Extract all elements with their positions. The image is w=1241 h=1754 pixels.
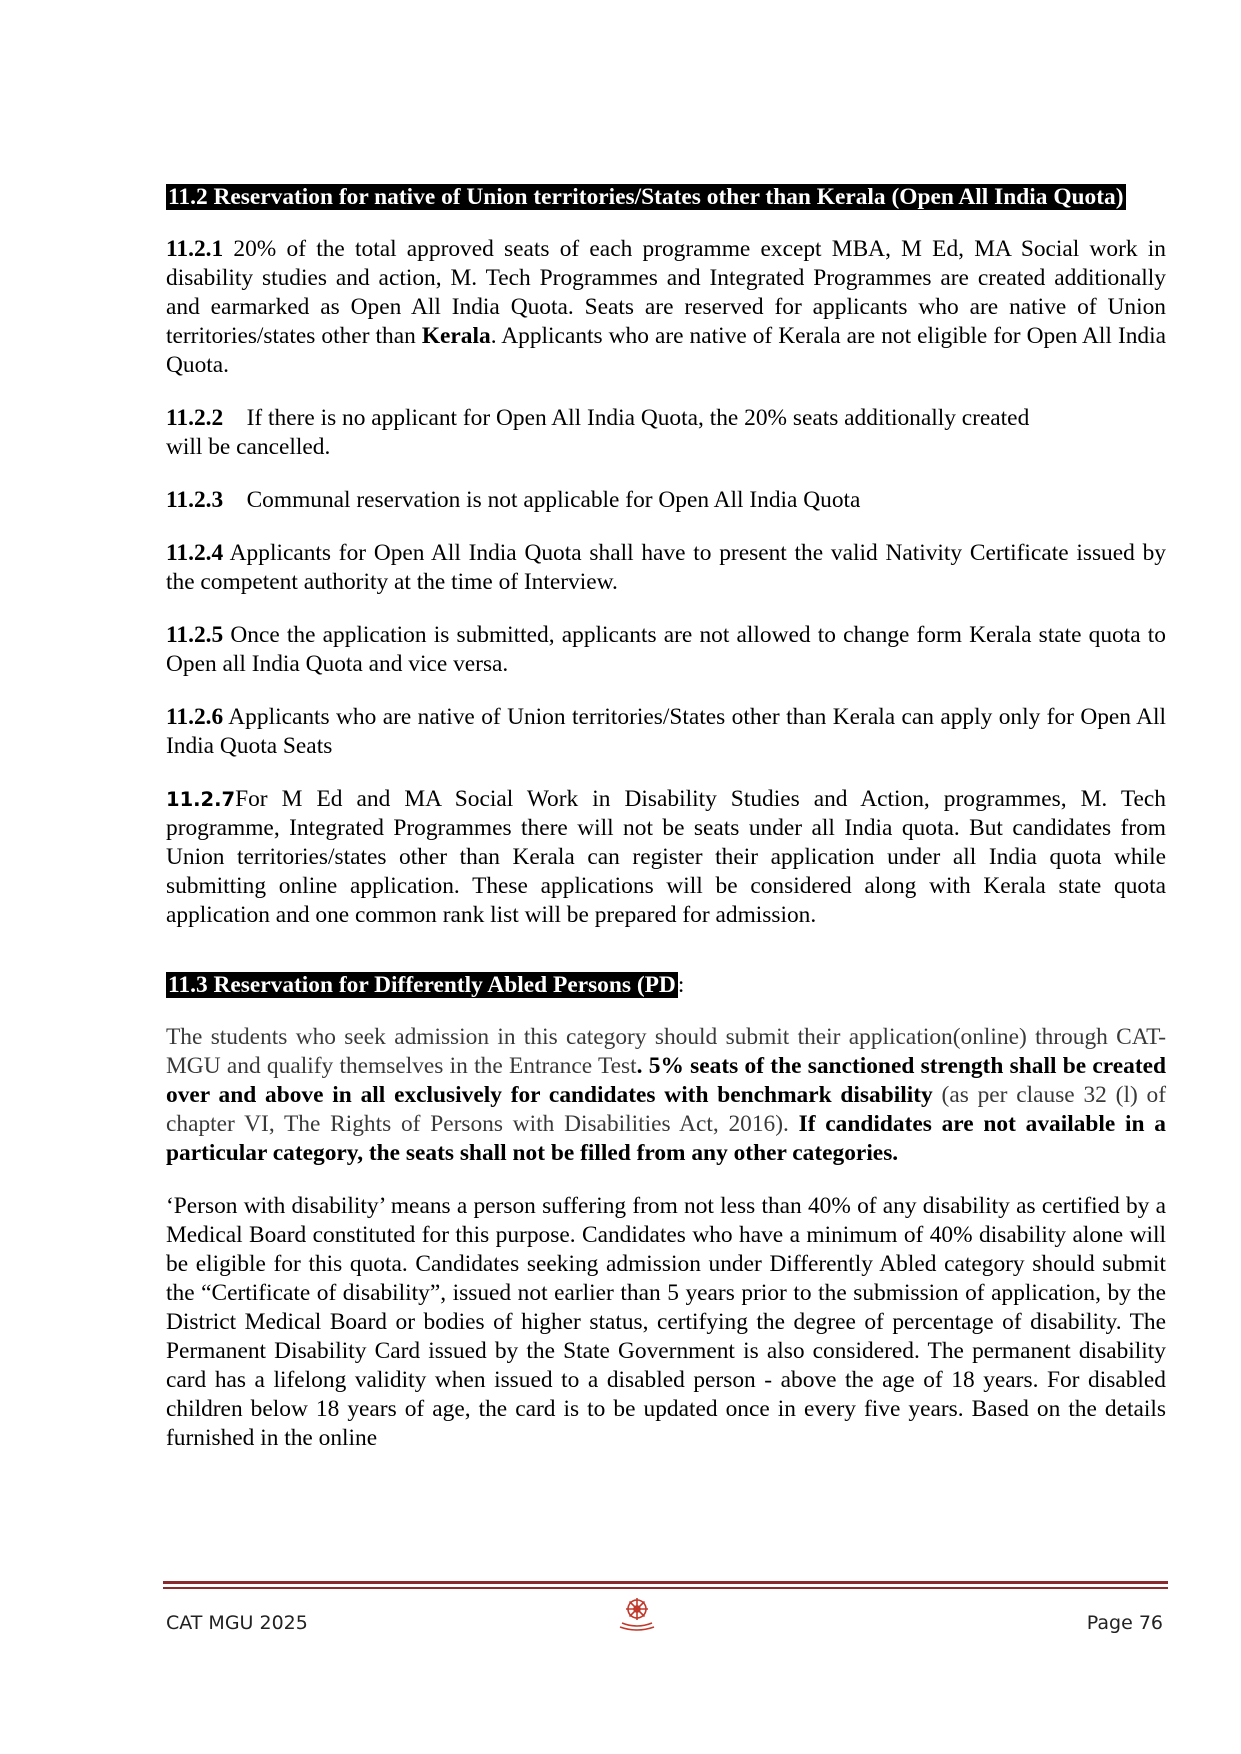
section-11-3-heading	[166, 968, 1166, 1002]
university-emblem-icon	[614, 1593, 660, 1633]
footer-rule	[163, 1581, 1168, 1584]
paragraph-11-2-5	[166, 621, 1166, 679]
paragraph-11-2-2	[166, 404, 1166, 462]
footer-title: CAT MGU 2025	[166, 1612, 308, 1634]
section-11-3-heading-text: 11.3 Reservation for Differently Abled Persons (PD	[168, 972, 676, 998]
page-content	[166, 180, 1166, 1453]
clause-text: Applicants for Open All India Quota shall have to present the valid Nativity Certificate issued by the competent authority at the time of Interview.	[166, 540, 1166, 595]
clause-text: Applicants who are native of Union territories/States other than Kerala can apply only for Open All India Quota Seats	[166, 704, 1166, 759]
paragraph-11-2-1	[166, 235, 1166, 380]
section-11-2-heading	[166, 180, 1166, 214]
intro-text: (as per clause 32 (l) of chapter VI, The Rights of Persons with Disabilities Act, 2016).	[166, 1082, 1167, 1137]
clause-text: . Applicants who are native of Kerala are not eligible for Open All India Quota.	[166, 323, 1167, 378]
clause-text: If there is no applicant for Open All India Quota, the 20% seats additionally created	[246, 405, 1030, 431]
intro-bold-text: . 5% seats of the sanctioned strength shall be created over and above in all exclusively for candidates with benchmark disability	[166, 1053, 1167, 1108]
intro-text: The students who seek admission in this category should submit their application(online) through CAT- MGU and qualify themselves in the Entrance Test	[166, 1024, 1166, 1079]
paragraph-11-2-6	[166, 703, 1166, 761]
clause-number: 11.2.7	[166, 788, 236, 811]
clause-text: Once the application is submitted, applicants are not allowed to change form Kerala state quota to Open all India Quota and vice versa.	[166, 622, 1166, 677]
clause-text: Communal reservation is not applicable for Open All India Quota	[246, 487, 861, 513]
page-number: Page 76	[1086, 1612, 1163, 1634]
intro-bold-text: If candidates are not available in a particular category, the seats shall not be filled from any other categories.	[166, 1111, 1166, 1166]
section-11-2-heading-text: 11.2 Reservation for native of Union territories/States other than Kerala (Open All India Quota)	[168, 184, 1124, 210]
clause-number: 11.2.6	[166, 704, 224, 730]
clause-number: 11.2.2	[166, 405, 224, 431]
heading-colon: :	[677, 972, 685, 998]
paragraph-11-2-3	[166, 486, 1166, 515]
footer-rule-thin	[163, 1587, 1168, 1589]
clause-text: will be cancelled.	[166, 434, 331, 460]
clause-number: 11.2.1	[166, 236, 224, 262]
clause-number: 11.2.4	[166, 540, 224, 566]
clause-number: 11.2.5	[166, 622, 224, 648]
paragraph-11-2-4	[166, 539, 1166, 597]
paragraph-11-2-7	[166, 785, 1166, 930]
paragraph-11-3-definition: ‘Person with disability’ means a person suffering from not less than 40% of any disability as certified by a Medical Board constituted for this purpose. Candidates who have a minimum of 40% disability alone will be eligible for this quota. Candidates seeking admission under Differently Abled category should submit the “Certificate of disability”, issued not earlier than 5 years prior to the submission of application, by the District Medical Board or bodies of higher status, certifying the degree of percentage of disability. The Permanent Disability Card issued by the State Government is also considered. The permanent disability card has a lifelong validity when issued to a disabled person - above the age of 18 years. For disabled children below 18 years of age, the card is to be updated once in every five years. Based on the details furnished in the online	[166, 1193, 1166, 1451]
clause-number: 11.2.3	[166, 487, 224, 513]
paragraph-11-3-intro	[166, 1023, 1166, 1168]
clause-text: For M Ed and MA Social Work in Disability Studies and Action, programmes, M. Tech programme, Integrated Programmes there will not be seats under all India quota. But candidates from Union territories/states other than Kerala can register their application under all India quota while submitting online application. These applications will be considered along with Kerala state quota application and one common rank list will be prepared for admission.	[166, 786, 1166, 928]
clause-text: 20% of the total approved seats of each programme except MBA, M Ed, MA Social work in disability studies and action, M. Tech Programmes and Integrated Programmes are created additionally and earmarked as Open All India Quota. Seats are reserved for applicants who are native of Union territories/states other than	[166, 236, 1166, 349]
emphasis-kerala: Kerala	[421, 323, 491, 349]
